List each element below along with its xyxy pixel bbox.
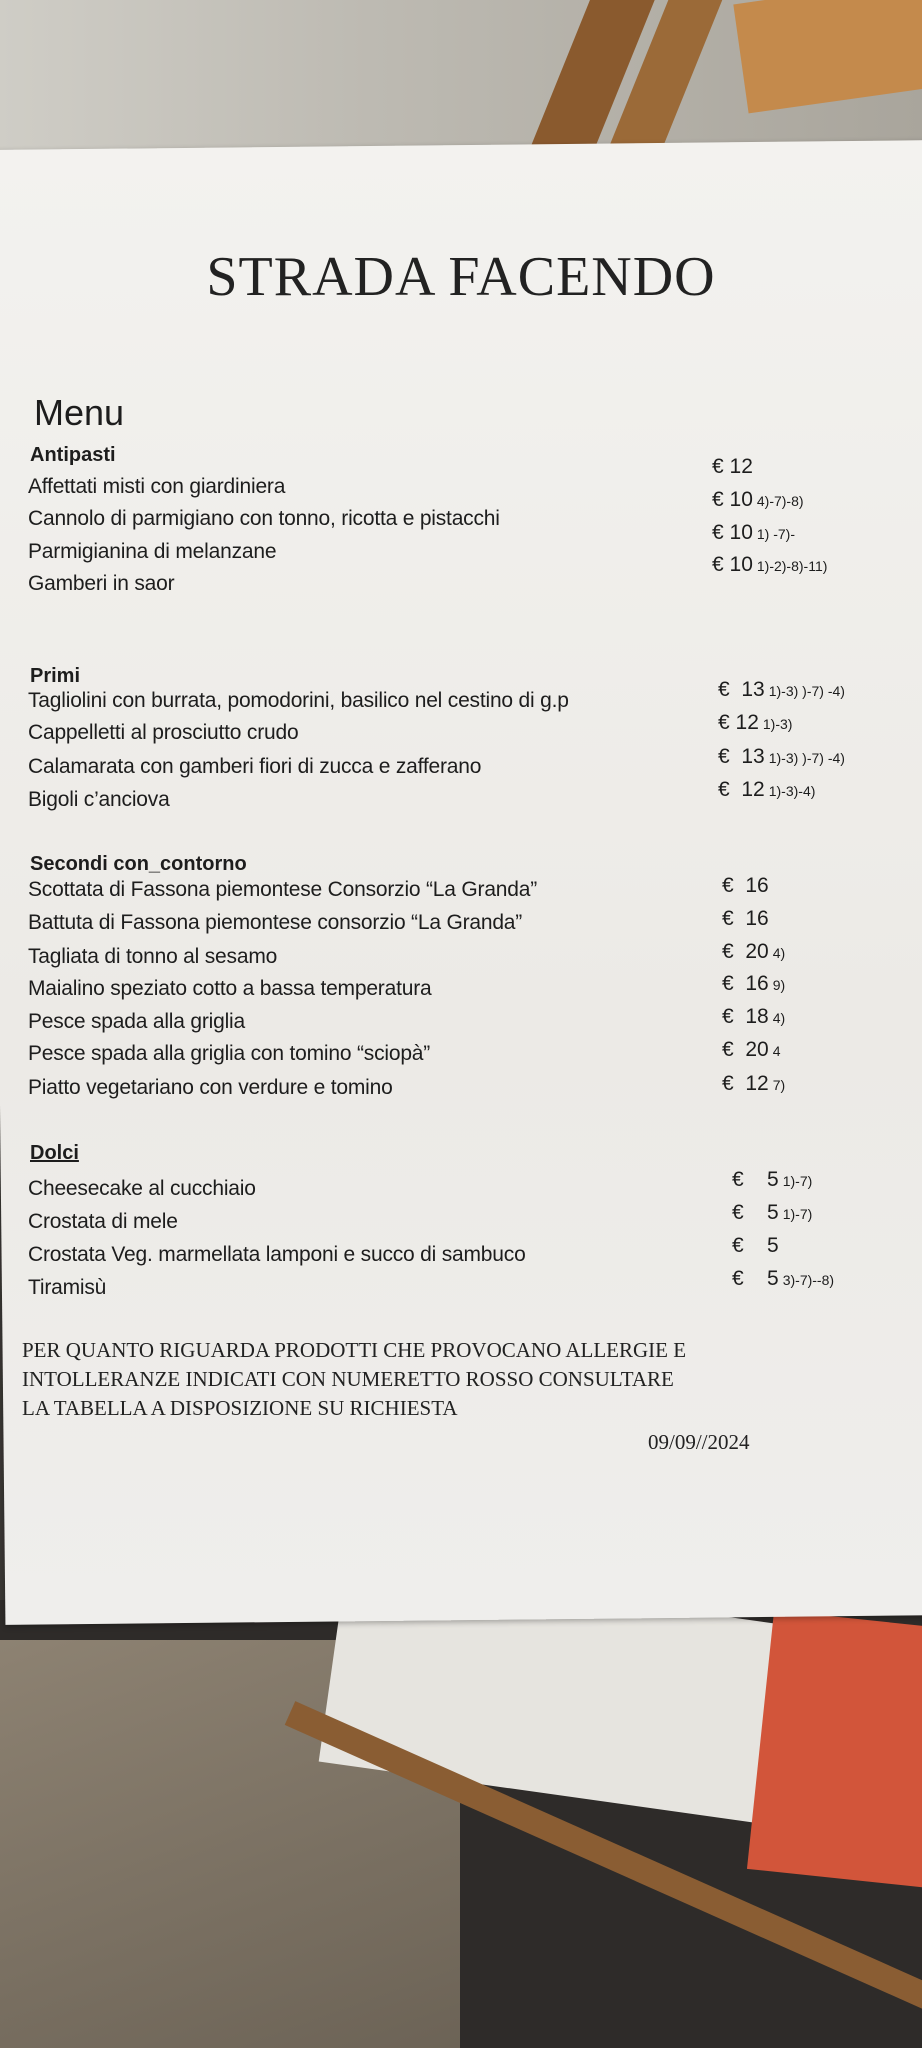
section-heading xyxy=(30,444,116,467)
menu-item-price: € 5 xyxy=(732,1168,779,1191)
menu-item-price-group xyxy=(722,1005,785,1029)
menu-item-name: Crostata di mele xyxy=(28,1210,178,1233)
menu-item-name: Gamberi in saor xyxy=(28,572,175,595)
menu-item-allergens: 4) xyxy=(772,945,786,961)
allergy-notice-line3: LA TABELLA A DISPOSIZIONE SU RICHIESTA xyxy=(22,1396,458,1420)
menu-item-allergens: 4 xyxy=(772,1043,781,1059)
menu-item-name: Maialino speziato cotto a bassa temperatura xyxy=(28,977,432,1000)
menu-item-price: € 20 xyxy=(722,940,769,963)
menu-item-name: Pesce spada alla griglia xyxy=(28,1010,246,1033)
menu-item-price-group xyxy=(722,874,773,898)
menu-item-price-group xyxy=(718,711,792,735)
menu-item-allergens: 1)-3)-4) xyxy=(768,783,816,799)
menu-item-name: Tagliolini con burrata, pomodorini, basilico nel cestino di g.p xyxy=(28,689,569,712)
menu-item-price-group xyxy=(712,455,757,479)
menu-item-price: € 12 xyxy=(712,455,753,478)
menu-item-price: € 13 xyxy=(718,678,765,701)
menu-item-allergens: 1)-3) )-7) -4) xyxy=(768,683,845,699)
section-heading-text: Antipasti xyxy=(30,444,116,466)
menu-item-price-group xyxy=(712,521,795,545)
menu-item-price-group xyxy=(722,1038,781,1062)
menu-item-price: € 5 xyxy=(732,1234,779,1257)
menu-item-name: Calamarata con gamberi fiori di zucca e zafferano xyxy=(28,755,482,778)
menu-item-name: Cappelletti al prosciutto crudo xyxy=(28,721,299,744)
menu-item-allergens: 1)-7) xyxy=(782,1206,813,1222)
menu-item-name: Cheesecake al cucchiaio xyxy=(28,1177,256,1200)
menu-item-price: € 12 xyxy=(718,778,765,801)
menu-item-name: Bigoli c’anciova xyxy=(28,788,170,811)
menu-item-price: € 12 xyxy=(718,711,759,734)
allergy-notice-line2: INTOLLERANZE INDICATI CON NUMERETTO ROSSO CONSULTARE xyxy=(22,1367,674,1391)
menu-item-price: € 16 xyxy=(722,874,769,897)
menu-item-price-group xyxy=(732,1267,834,1291)
menu-item-name: Cannolo di parmigiano con tonno, ricotta e pistacchi xyxy=(28,507,500,530)
menu-item-price-group xyxy=(732,1201,812,1225)
menu-item-price: € 12 xyxy=(722,1072,769,1095)
menu-item-price-group xyxy=(722,907,773,931)
menu-item-price-group xyxy=(712,553,827,577)
menu-item-price-group xyxy=(718,778,815,802)
menu-item-price: € 5 xyxy=(732,1201,779,1224)
menu-item-price: € 20 xyxy=(722,1038,769,1061)
section-heading-text: Primi xyxy=(30,665,81,687)
menu-item-price-group xyxy=(722,972,785,996)
menu-item-name: Tiramisù xyxy=(28,1276,107,1299)
menu-item-price: € 13 xyxy=(718,745,765,768)
menu-item-allergens: 3)-7)--8) xyxy=(782,1272,835,1288)
menu-item-price: € 16 xyxy=(722,907,769,930)
menu-item-name: Scottata di Fassona piemontese Consorzio “La Granda” xyxy=(28,878,538,901)
allergy-notice-line1: PER QUANTO RIGUARDA PRODOTTI CHE PROVOCANO ALLERGIE E xyxy=(22,1338,687,1362)
menu-item-name: Parmigianina di melanzane xyxy=(28,540,277,563)
menu-item-price: € 10 xyxy=(712,488,753,511)
menu-item-price-group xyxy=(722,940,785,964)
red-card xyxy=(747,1610,922,1889)
menu-item-name: Affettati misti con giardiniera xyxy=(28,475,286,498)
menu-item-price-group xyxy=(712,488,804,512)
section-heading xyxy=(30,665,80,688)
menu-item-allergens: 1)-7) xyxy=(782,1173,813,1189)
menu-item-allergens: 1)-2)-8)-11) xyxy=(756,558,828,574)
menu-item-allergens: 7) xyxy=(772,1077,786,1093)
menu-item-price: € 16 xyxy=(722,972,769,995)
menu-item-price-group xyxy=(718,745,845,769)
menu-item-price: € 10 xyxy=(712,521,753,544)
menu-item-price: € 18 xyxy=(722,1005,769,1028)
menu-item-allergens: 4)-7)-8) xyxy=(756,493,804,509)
menu-item-allergens: 1) -7)- xyxy=(756,526,795,542)
menu-item-price-group xyxy=(718,678,845,702)
menu-item-price-group xyxy=(722,1072,785,1096)
menu-heading: Menu xyxy=(34,392,125,433)
menu-item-price-group xyxy=(732,1168,812,1192)
section-heading xyxy=(30,1142,79,1165)
section-heading xyxy=(30,853,247,876)
menu-item-name: Piatto vegetariano con verdure e tomino xyxy=(28,1076,393,1099)
menu-item-allergens: 4) xyxy=(772,1010,786,1026)
menu-item-allergens: 9) xyxy=(772,977,786,993)
menu-item-allergens: 1)-3) xyxy=(762,716,793,732)
menu-item-name: Pesce spada alla griglia con tomino “sciopà” xyxy=(28,1042,431,1065)
section-heading-text: Secondi con_contorno xyxy=(30,853,247,875)
menu-item-allergens: 1)-3) )-7) -4) xyxy=(768,750,845,766)
menu-item-price: € 5 xyxy=(732,1267,779,1290)
menu-item-name: Battuta di Fassona piemontese consorzio “La Granda” xyxy=(28,911,523,934)
menu-item-name: Crostata Veg. marmellata lamponi e succo di sambuco xyxy=(28,1243,526,1266)
section-heading-text: Dolci xyxy=(30,1142,79,1164)
menu-item-name: Tagliata di tonno al sesamo xyxy=(28,945,278,968)
menu-date: 09/09//2024 xyxy=(648,1430,750,1454)
restaurant-title: STRADA FACENDO xyxy=(206,246,716,308)
menu-item-price: € 10 xyxy=(712,553,753,576)
menu-item-price-group xyxy=(732,1234,783,1258)
